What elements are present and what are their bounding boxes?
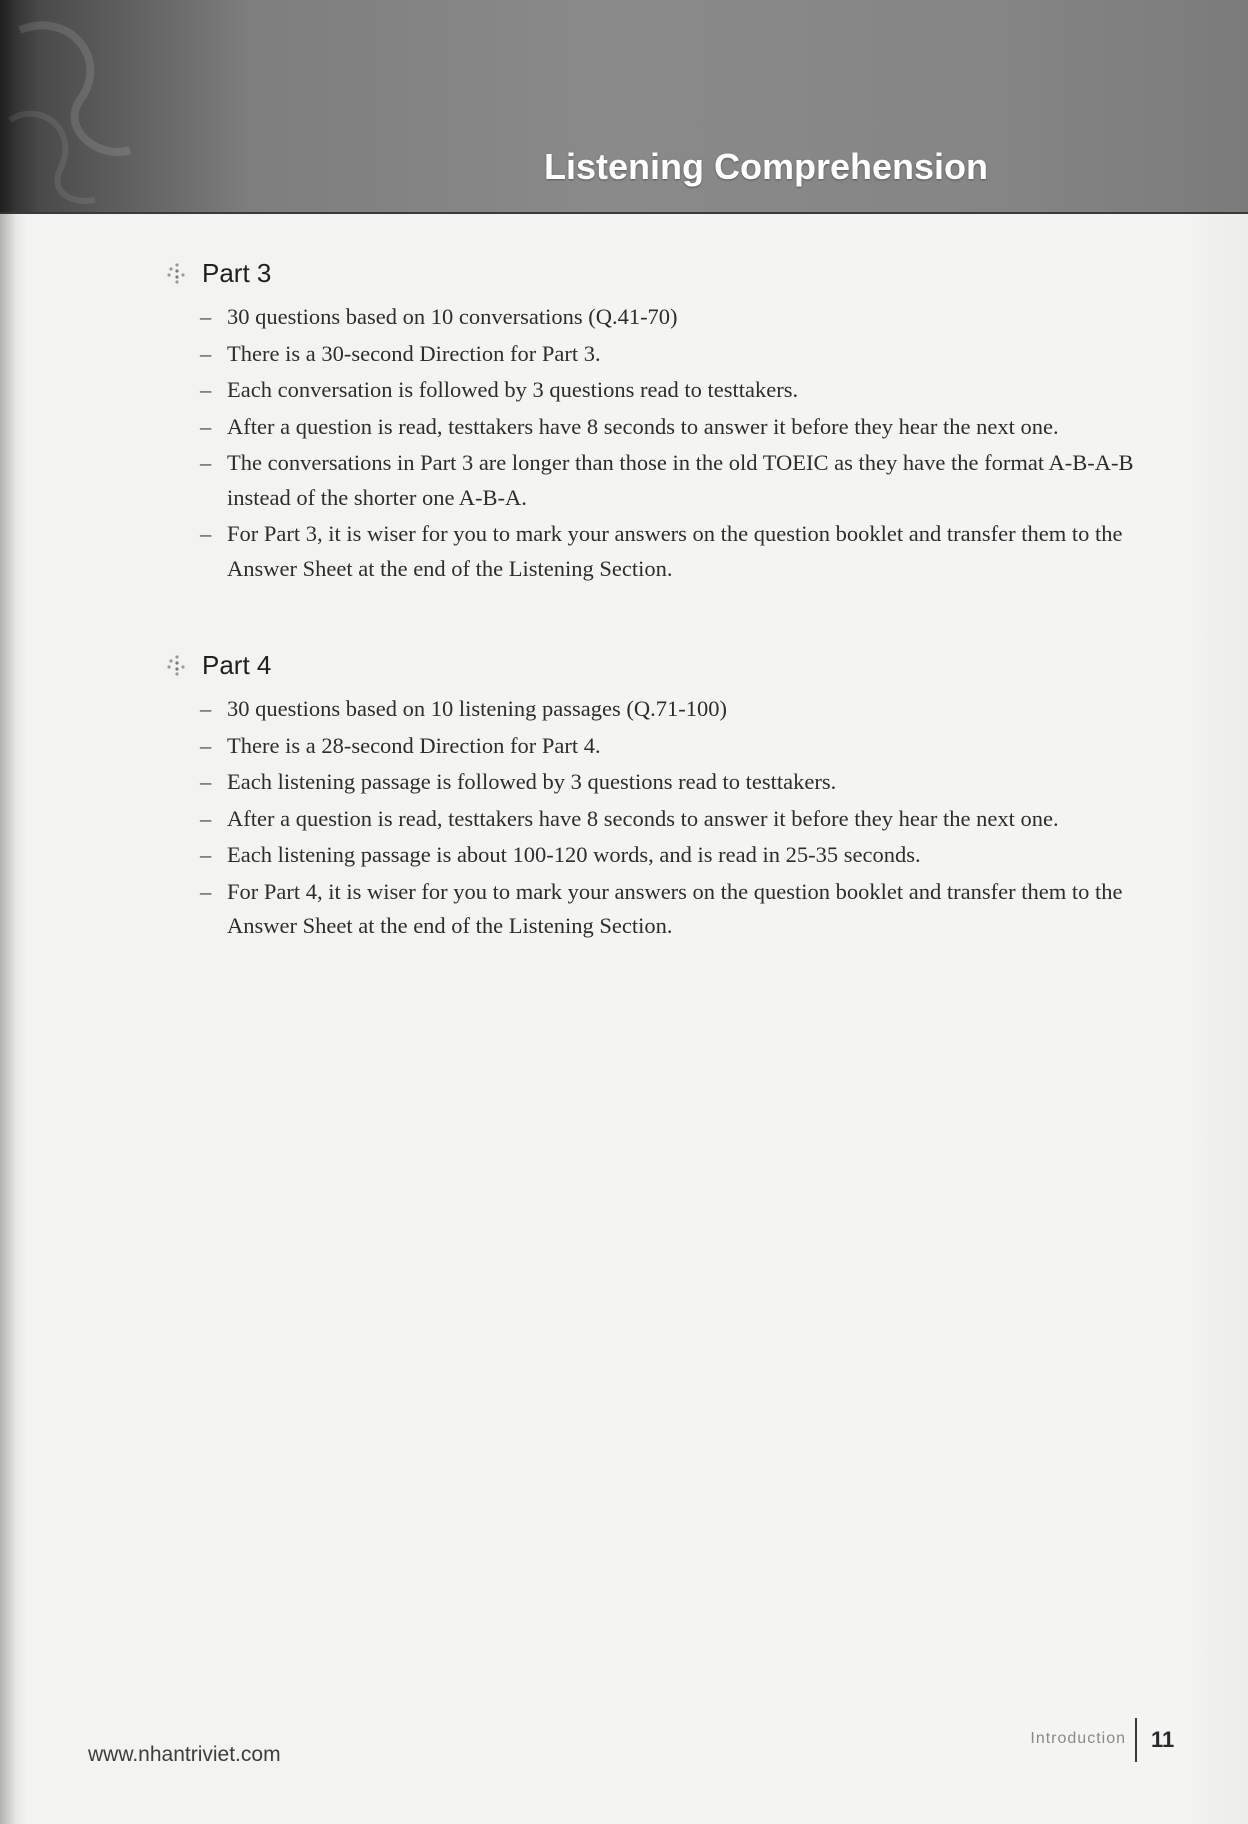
list-item-text: For Part 4, it is wiser for you to mark your answers on the question booklet and transfer them to the Answer Sheet at the end of the Listening Section. xyxy=(227,878,1123,938)
bullet-list xyxy=(166,300,1186,586)
list-item xyxy=(200,446,1186,515)
list-item-text: For Part 3, it is wiser for you to mark your answers on the question booklet and transfer them to the Answer Sheet at the end of the Listening Section. xyxy=(227,521,1123,581)
list-item-text: After a question is read, testtakers have 8 seconds to answer it before they hear the next one. xyxy=(227,805,1059,831)
footer-divider xyxy=(1135,1718,1137,1762)
list-item-text: Each listening passage is followed by 3 questions read to testtakers. xyxy=(227,769,837,794)
section-heading xyxy=(166,252,1186,294)
list-item xyxy=(200,300,1186,335)
section-part-3 xyxy=(166,252,1186,588)
list-dash: – xyxy=(200,521,212,546)
section-part-4 xyxy=(166,644,1186,946)
list-item-text: Each listening passage is about 100-120 words, and is read in 25-35 seconds. xyxy=(227,842,921,867)
swirl-decoration-icon xyxy=(0,0,160,212)
list-item xyxy=(200,337,1186,372)
list-dash: – xyxy=(200,304,212,329)
list-item-text: After a question is read, testtakers have 8 seconds to answer it before they hear the next one. xyxy=(227,413,1059,439)
list-item xyxy=(200,875,1186,944)
dotted-bullet-icon xyxy=(166,654,188,676)
page-number: 11 xyxy=(1151,1727,1175,1752)
list-item xyxy=(200,692,1186,727)
list-dash: – xyxy=(200,450,212,475)
list-dash: – xyxy=(200,696,212,721)
list-dash: – xyxy=(200,878,212,904)
list-item xyxy=(200,373,1186,408)
list-dash: – xyxy=(200,732,212,758)
list-item-text: There is a 30-second Direction for Part 3. xyxy=(227,340,601,366)
list-dash: – xyxy=(200,413,212,439)
list-item xyxy=(200,765,1186,800)
spine-shadow xyxy=(0,0,16,1824)
footer-section-label: Introduction xyxy=(1030,1730,1126,1747)
list-dash: – xyxy=(200,769,212,794)
list-item xyxy=(200,729,1186,764)
section-title: Part 4 xyxy=(202,649,272,680)
bullet-list xyxy=(166,692,1186,944)
list-item xyxy=(200,410,1186,445)
header-band xyxy=(0,0,1248,214)
list-dash: – xyxy=(200,805,212,831)
list-item xyxy=(200,802,1186,837)
list-item-text: 30 questions based on 10 conversations (Q.41-70) xyxy=(227,304,678,329)
list-item-text: There is a 28-second Direction for Part 4. xyxy=(227,732,601,758)
dotted-bullet-icon xyxy=(166,262,188,284)
list-item-text: The conversations in Part 3 are longer than those in the old TOEIC as they have the format A-B-A-B instead of the shorter one A-B-A. xyxy=(227,450,1134,510)
list-dash: – xyxy=(200,842,212,867)
list-dash: – xyxy=(200,377,212,402)
section-title: Part 3 xyxy=(202,257,272,288)
list-item-text: Each conversation is followed by 3 questions read to testtakers. xyxy=(227,377,799,402)
list-dash: – xyxy=(200,340,212,366)
footer-url: www.nhantriviet.com xyxy=(88,1743,281,1766)
list-item-text: 30 questions based on 10 listening passages (Q.71-100) xyxy=(227,696,727,721)
list-item xyxy=(200,838,1186,873)
page-title: Listening Comprehension xyxy=(543,146,988,187)
list-item xyxy=(200,517,1186,586)
section-heading xyxy=(166,644,1186,686)
